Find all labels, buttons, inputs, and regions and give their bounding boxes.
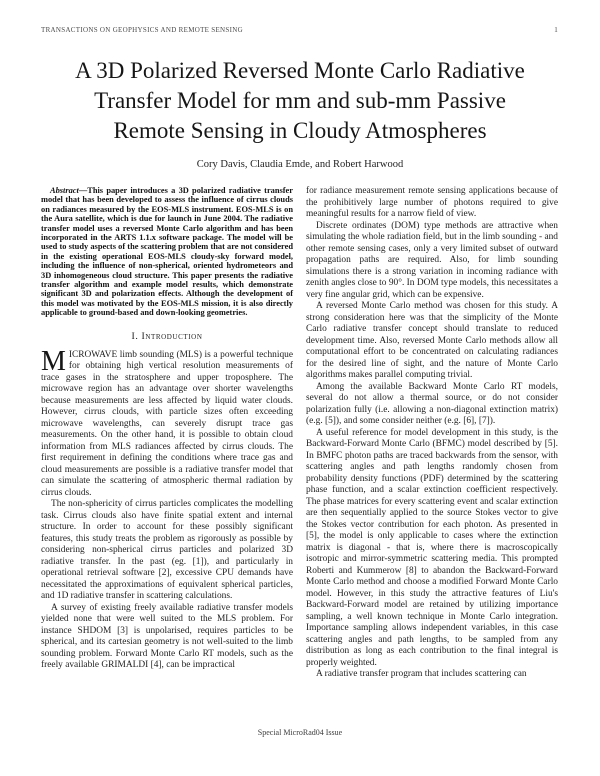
paragraph: for radiance measurement remote sensing applications because of the prohibitively large number of photons required to give meaningful results for a narrow field of view. (306, 186, 558, 219)
drop-cap: M (41, 345, 66, 377)
section-heading-introduction: I. Introduction (131, 330, 203, 342)
title-line: Remote Sensing in Cloudy Atmospheres (113, 118, 487, 143)
paper-title (50, 56, 550, 146)
abstract (41, 186, 293, 318)
left-column (41, 186, 293, 681)
page-number: 1 (554, 26, 558, 34)
abstract-label: Abstract— (50, 186, 88, 195)
paragraph: A reversed Monte Carlo method was chosen for this study. A strong consideration here was that the simplicity of the Monte Carlo radiative transfer concept should translate to reduced development time. Also, reversed Monte Carlo methods allow all computational effort to be concentrated on calculating radiances for the desired line of sight, and the nature of Monte Carlo algorithms makes parallel computing trivial. (306, 301, 558, 380)
paragraph: A survey of existing freely available radiative transfer models yielded none that were well suited to the MLS problem. For instance SHDOM [3] is unpolarised, requires particles to be spherical, and its cartesian geometry is not well-suited to the limb sounding problem. Forward Monte Carlo RT models, such as the freely available GRIMALDI [4], can be impractical (41, 602, 293, 671)
authors-line: Cory Davis, Claudia Emde, and Robert Harwood (196, 159, 404, 170)
journal-name: TRANSACTIONS ON GEOPHYSICS AND REMOTE SENSING (41, 26, 243, 34)
abstract-text: This paper introduces a 3D polarized radiative transfer model that has been developed to assess the influence of cirrus clouds on radiances measured by the EOS-MLS instrument. EOS-MLS is on the Aura satellite, which is due for launch in June 2004. The radiative transfer model uses a reversed Monte Carlo algorithm and has been incorporated in the ARTS 1.1.x software package. The model will be used to study aspects of the scattering problem that are not considered in the existing operational EOS-MLS cloudy-sky forward model, including the influence of non-spherical, oriented hydrometeors and 3D inhomogeneous cloud structure. This paper presents the radiative transfer algorithm and example model results, which demonstrate significant 3D and polarization effects. Although the development of this model was motivated by the EOS-MLS mission, it is also directly applicable to ground-based and down-looking geometries. (41, 186, 293, 318)
paragraph-text: ICROWAVE limb sounding (MLS) is a powerful technique for obtaining high vertical resolution measurements of trace gases in the stratosphere and upper troposphere. The microwave region has an advantage over shorter wavelengths because measurements are less affected by liquid water clouds. However, cirrus clouds, with particle sizes often exceeding microwave wavelengths, can severely disrupt trace gas measurements. On the other hand, it is possible to obtain cloud information from MLS radiances affected by cirrus clouds. The first requirement in defining the conditions where trace gas and cloud measurements are possible is a radiative transfer model that can simulate the scattering of atmospheric thermal radiation by cirrus clouds. (41, 349, 293, 498)
intro-paragraph (41, 345, 293, 500)
footer-note: Special MicroRad04 Issue (257, 728, 343, 737)
paragraph: A useful reference for model development in this study, is the Backward-Forward Monte Carlo (BFMC) model described by [5]. In BMFC photon paths are traced backwards from the sensor, with scattering angles and path lengths randomly chosen from probability density functions (PDF) determined by the scattering phase function, and a scalar extinction coefficient respectively. The phase matrices for every scattering event and scalar extinction are then sequentially applied to the source Stokes vector to give the Stokes vector contribution for each photon. As presented in [5], the model is only applicable to cases where the extinction matrix is diagonal - that is, where there is macroscopically isotropic and mirror-symmetric scattering media. This prompted Roberti and Kummerow [8] to abandon the Backward-Forward Monte Carlo method and choose a modified Forward Monte Carlo model. However, in this study the attractive features of Liu's Backward-Forward model are retained by utilizing importance sampling, a well known technique in Monte Carlo integration. Importance sampling allows independent variables, in this case scattering angles and path lengths, to be sampled from any distribution as long as each contribution to the final integral is properly weighted. (306, 427, 558, 668)
running-head (41, 26, 558, 34)
paragraph: A radiative transfer program that includes scattering can (316, 669, 527, 679)
paragraph: Discrete ordinates (DOM) type methods are attractive when simulating the whole radiation field, but in the limb sounding - and other remote sensing cases, only a very limited subset of outward propagation paths are required. Also, for limb sounding simulations there is a strong variation in incoming radiance with zenith angles close to 90°. In DOM type models, this necessitates a very fine angular grid, which can be expensive. (306, 220, 558, 300)
two-column-body (41, 186, 558, 681)
title-line: Transfer Model for mm and sub-mm Passive (94, 88, 506, 113)
paragraph: Among the available Backward Monte Carlo RT models, several do not allow a thermal source, or do not consider polarization fully (i.e. allowing a non-diagonal extinction matrix) (e.g. [5]), and some consider neither (e.g. [6], [7]). (306, 381, 558, 426)
title-line: A 3D Polarized Reversed Monte Carlo Radiative (75, 58, 525, 83)
paragraph: The non-sphericity of cirrus particles complicates the modelling task. Cirrus clouds also have finite spatial extent and internal structure. In order to account for these possibly significant features, this study treats the problem as rigorously as possible by considering non-spherical cirrus particles and polarized 3D radiative transfer. In the past (eg. [1]), and particularly in operational retrieval software [2], excessive CPU demands have necessitated the approximations of equivalent spherical particles, and 1D radiative transfer in scattering calculations. (41, 499, 293, 602)
right-column (306, 186, 558, 681)
